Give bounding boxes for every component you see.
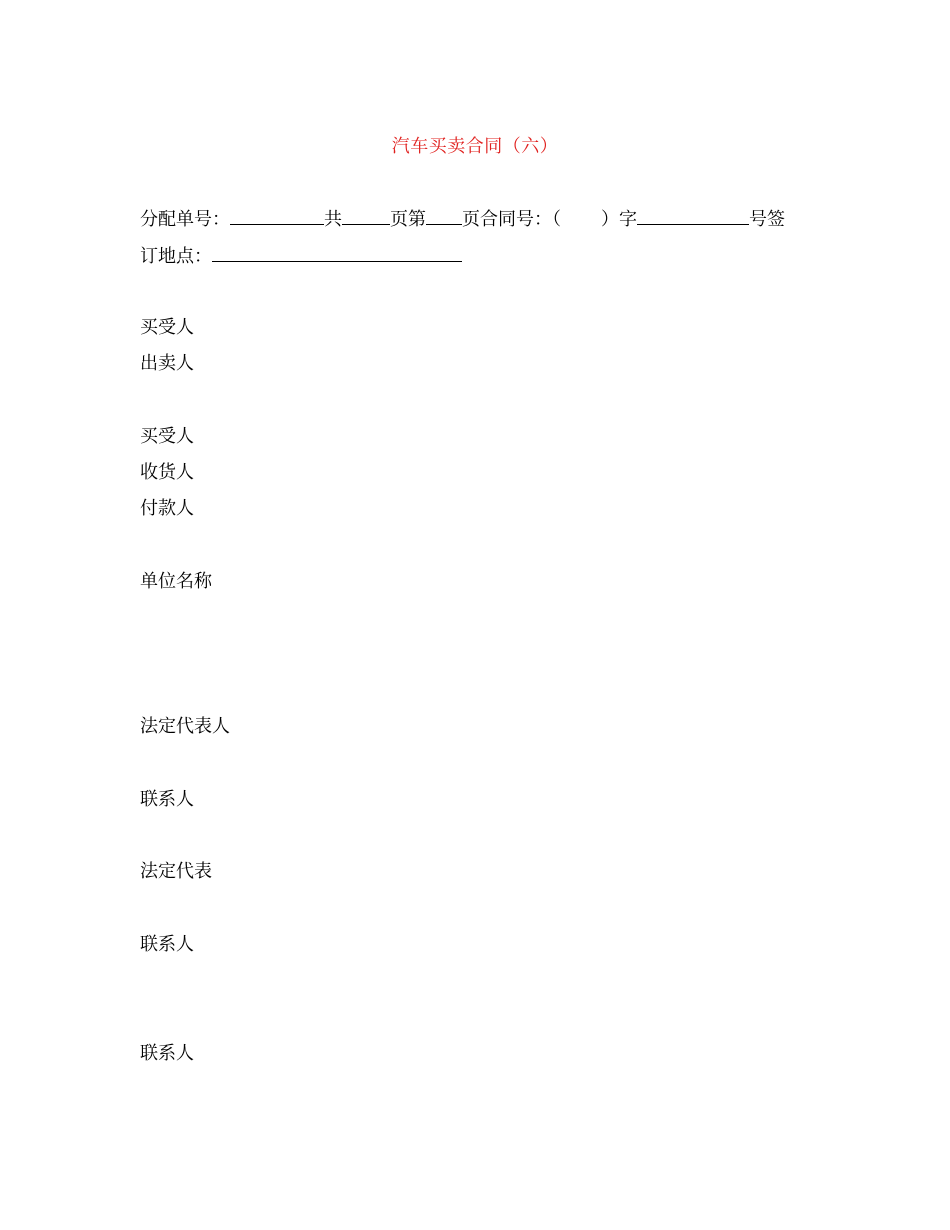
total-pages-label: 共 [324, 209, 342, 230]
contact-person-label-3: 联系人 [140, 1043, 194, 1064]
party-buyer: 买受人 [140, 317, 194, 338]
sign-label: 号签 [749, 209, 785, 230]
contract-word-label: ）字 [601, 209, 637, 230]
sign-location-blank [212, 243, 462, 262]
legal-representative-label: 法定代表人 [140, 716, 230, 737]
header-line-1 [140, 206, 785, 233]
unit-name-label: 单位名称 [140, 571, 212, 592]
total-pages-blank [342, 206, 390, 225]
header-line-2 [140, 243, 462, 270]
dispatch-number-label: 分配单号： [140, 209, 230, 230]
contract-number-blank [637, 206, 749, 225]
role-consignee: 收货人 [140, 462, 194, 483]
contact-person-label-2: 联系人 [140, 934, 194, 955]
contact-person-label-1: 联系人 [140, 789, 194, 810]
page-number-label: 页第 [390, 209, 426, 230]
page-number-blank [426, 206, 462, 225]
document-title: 汽车买卖合同（六） [391, 136, 559, 157]
dispatch-number-blank [230, 206, 324, 225]
sign-location-label: 订地点： [140, 246, 212, 267]
role-payer: 付款人 [140, 498, 194, 519]
contract-number-label: 页合同号：（ [462, 209, 561, 230]
legal-representative-label-2: 法定代表 [140, 861, 212, 882]
role-buyer: 买受人 [140, 426, 194, 447]
party-seller: 出卖人 [140, 353, 194, 374]
